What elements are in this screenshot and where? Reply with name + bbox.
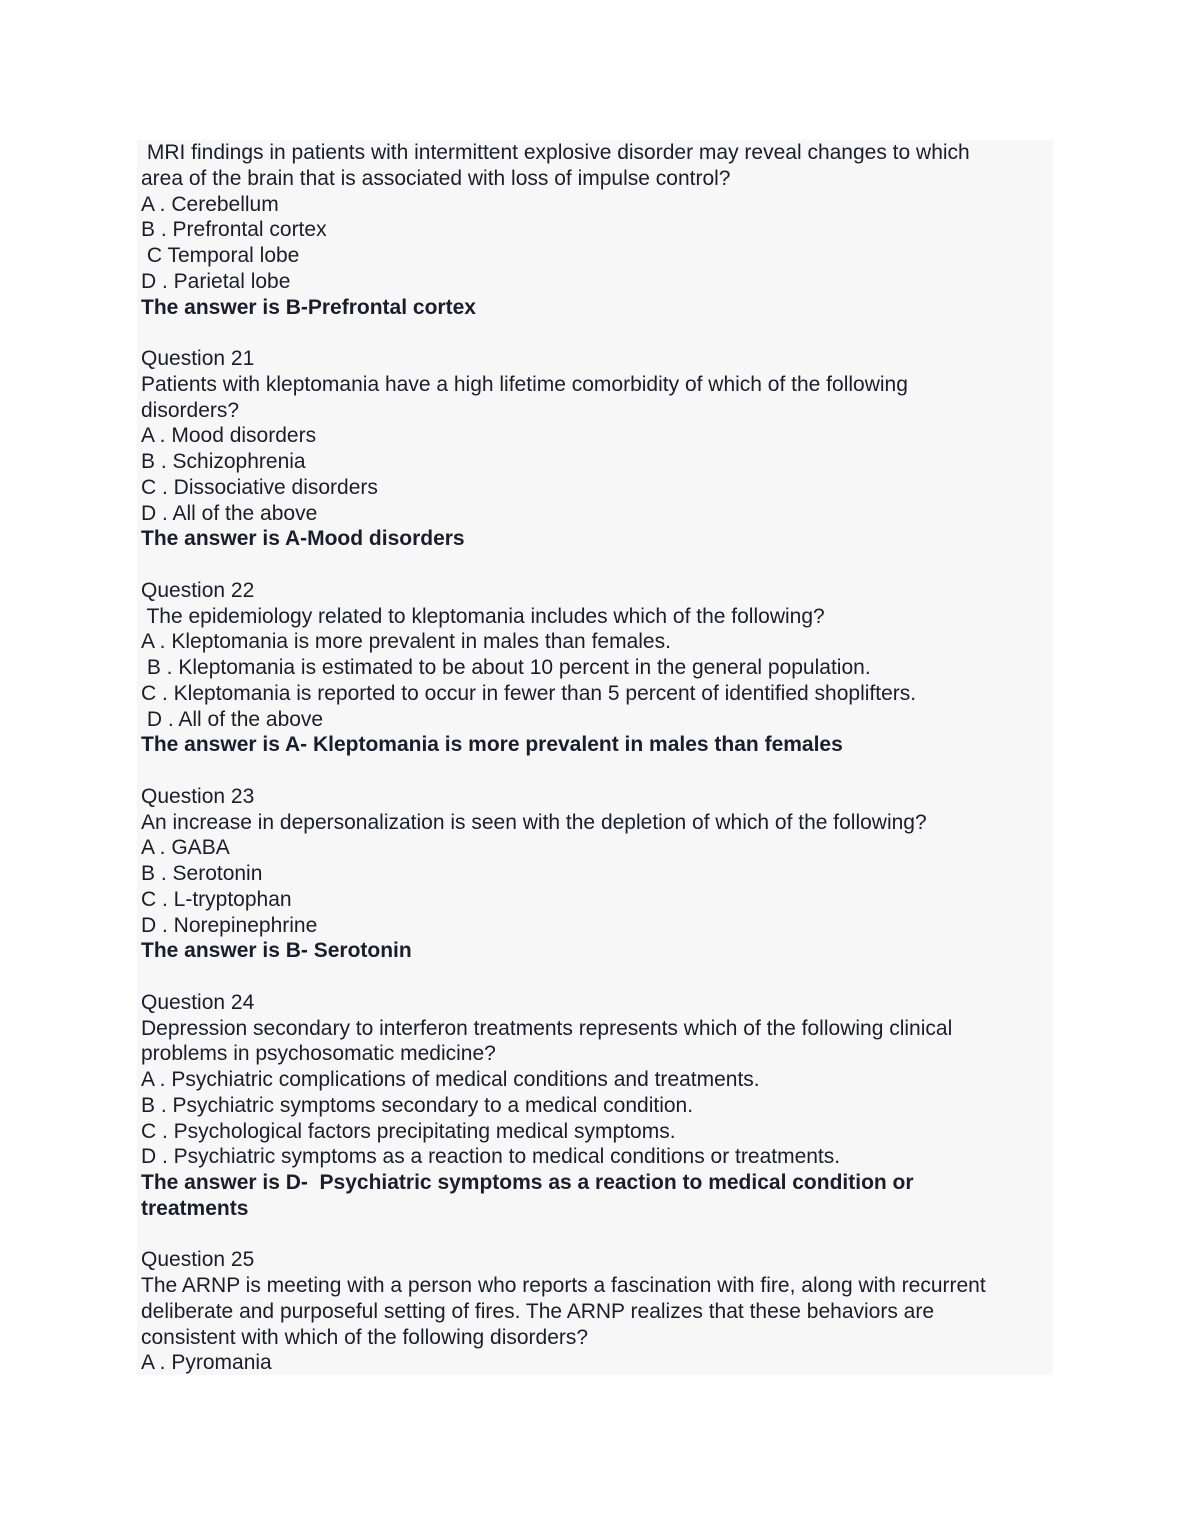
- answer-option: A . Cerebellum: [141, 192, 279, 216]
- question-text: An increase in depersonalization is seen with the depletion of which of the following?: [141, 810, 927, 834]
- question-text: MRI findings in patients with intermittent explosive disorder may reveal changes to which: [141, 141, 970, 164]
- correct-answer: treatments: [141, 1196, 249, 1220]
- document-content: [141, 140, 1053, 1376]
- question-text: Depression secondary to interferon treatments represents which of the following clinical: [141, 1016, 953, 1040]
- answer-option: A . Psychiatric complications of medical conditions and treatments.: [141, 1068, 760, 1091]
- answer-option: A . Kleptomania is more prevalent in males than females.: [141, 630, 671, 654]
- answer-option: D . All of the above: [141, 707, 324, 731]
- question-block: [141, 964, 1053, 1222]
- question-block: [141, 552, 1053, 758]
- spacer: [141, 964, 1053, 990]
- answer-option: D . Norepinephrine: [141, 913, 318, 937]
- answer-option: C . L-tryptophan: [141, 887, 292, 911]
- correct-answer: The answer is A-Mood disorders: [141, 527, 465, 551]
- question-block: [141, 320, 1053, 552]
- question-text: Patients with kleptomania have a high lifetime comorbidity of which of the following: [141, 372, 908, 396]
- question-text: The epidemiology related to kleptomania includes which of the following?: [141, 604, 825, 628]
- question-heading: Question 22: [141, 578, 255, 602]
- question-block: [141, 140, 1053, 320]
- spacer: [141, 758, 1053, 784]
- spacer: [141, 1222, 1053, 1248]
- spacer: [141, 320, 1053, 346]
- question-text: area of the brain that is associated with loss of impulse control?: [141, 166, 731, 190]
- answer-option: C . Psychological factors precipitating medical symptoms.: [141, 1119, 676, 1143]
- question-text: consistent with which of the following disorders?: [141, 1325, 589, 1349]
- answer-option: B . Kleptomania is estimated to be about 10 percent in the general population.: [141, 656, 871, 679]
- correct-answer: The answer is A- Kleptomania is more prevalent in males than females: [141, 733, 843, 757]
- question-heading: Question 25: [141, 1248, 255, 1272]
- answer-option: B . Psychiatric symptoms secondary to a medical condition.: [141, 1093, 694, 1117]
- question-text: deliberate and purposeful setting of fires. The ARNP realizes that these behaviors are: [141, 1299, 935, 1323]
- question-text: The ARNP is meeting with a person who reports a fascination with fire, along with recurrent: [141, 1274, 986, 1297]
- question-heading: Question 21: [141, 347, 255, 370]
- question-heading: Question 24: [141, 990, 255, 1014]
- answer-option: D . All of the above: [141, 501, 318, 525]
- answer-option: D . Parietal lobe: [141, 269, 291, 293]
- answer-option: A . Mood disorders: [141, 424, 317, 448]
- question-block: [141, 1222, 1053, 1377]
- answer-option: B . Serotonin: [141, 862, 263, 885]
- question-text: problems in psychosomatic medicine?: [141, 1042, 496, 1066]
- answer-option: B . Schizophrenia: [141, 450, 306, 473]
- answer-option: A . Pyromania: [141, 1351, 272, 1375]
- correct-answer: The answer is B- Serotonin: [141, 939, 412, 963]
- correct-answer: The answer is D- Psychiatric symptoms as a reaction to medical condition or: [141, 1171, 914, 1194]
- answer-option: D . Psychiatric symptoms as a reaction to medical conditions or treatments.: [141, 1145, 841, 1169]
- correct-answer: The answer is B-Prefrontal cortex: [141, 295, 476, 319]
- spacer: [141, 552, 1053, 578]
- answer-option: C . Kleptomania is reported to occur in fewer than 5 percent of identified shoplifters.: [141, 681, 917, 705]
- question-text: disorders?: [141, 398, 240, 422]
- answer-option: C Temporal lobe: [141, 244, 300, 267]
- question-heading: Question 23: [141, 784, 255, 808]
- question-block: [141, 758, 1053, 964]
- answer-option: B . Prefrontal cortex: [141, 218, 327, 242]
- answer-option: A . GABA: [141, 836, 230, 860]
- answer-option: C . Dissociative disorders: [141, 475, 378, 499]
